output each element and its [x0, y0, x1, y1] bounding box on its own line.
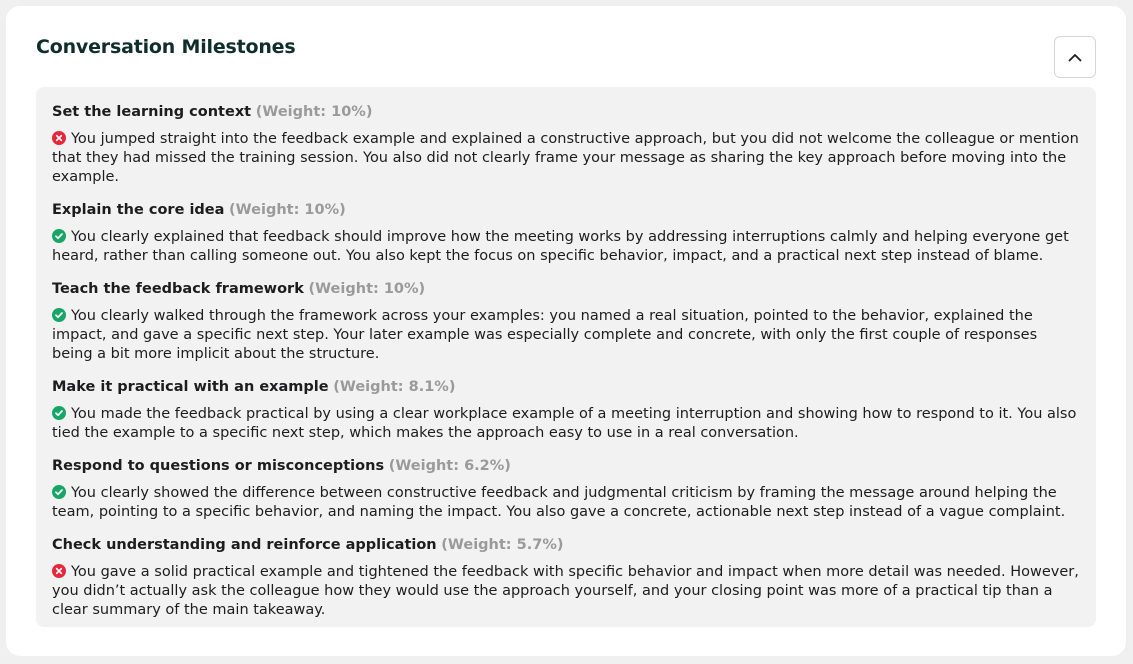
milestone-feedback: You clearly showed the difference between constructive feedback and judgmental criticism by framing the message around helping the team, pointing to a specific behavior, and naming the impact. You also gave a concrete, actionable next step instead of a vague complaint. [52, 485, 1066, 520]
x-circle-icon [52, 564, 66, 578]
check-circle-icon [52, 485, 66, 499]
milestone-weight: (Weight: 5.7%) [441, 537, 564, 553]
milestone-name: Check understanding and reinforce application [52, 537, 437, 553]
milestone-feedback: You clearly explained that feedback should improve how the meeting works by addressing interruptions calmly and helping everyone get heard, rather than calling someone out. You also kept the focus on specific behavior, impact, and a practical next step instead of blame. [52, 229, 1069, 264]
chevron-up-icon [1068, 53, 1082, 62]
milestones-card [6, 6, 1126, 656]
milestone-name: Respond to questions or misconceptions [52, 458, 385, 474]
check-circle-icon [52, 308, 66, 322]
milestone-item [52, 201, 1080, 266]
milestone-feedback: You made the feedback practical by using a clear workplace example of a meeting interruption and showing how to respond to it. You also tied the example to a specific next step, which makes the approach easy to use in a real conversation. [52, 406, 1077, 441]
check-circle-icon [52, 406, 66, 420]
card-title: Conversation Milestones [36, 36, 296, 58]
milestone-weight: (Weight: 6.2%) [388, 458, 511, 474]
milestone-item [52, 536, 1080, 620]
milestone-item [52, 103, 1080, 187]
milestone-name: Make it practical with an example [52, 379, 329, 395]
milestone-item [52, 457, 1080, 522]
milestone-name: Set the learning context [52, 104, 252, 120]
milestone-name: Teach the feedback framework [52, 281, 304, 297]
milestones-panel [36, 87, 1096, 627]
milestone-weight: (Weight: 8.1%) [333, 379, 456, 395]
check-circle-icon [52, 229, 66, 243]
milestone-feedback: You jumped straight into the feedback example and explained a constructive approach, but you did not welcome the colleague or mention that they had missed the training session. You also did not clearly frame your message as sharing the key approach before moving into the example. [52, 131, 1079, 185]
milestone-name: Explain the core idea [52, 202, 225, 218]
milestone-item [52, 280, 1080, 364]
milestone-weight: (Weight: 10%) [229, 202, 346, 218]
milestone-item [52, 378, 1080, 443]
x-circle-icon [52, 131, 66, 145]
milestone-feedback: You clearly walked through the framework across your examples: you named a real situation, pointed to the behavior, explained the impact, and gave a specific next step. Your later example was especially complete and concrete, with only the first couple of responses being a bit more implicit about the structure. [52, 308, 1038, 362]
collapse-button[interactable] [1054, 36, 1096, 78]
milestone-weight: (Weight: 10%) [255, 104, 373, 120]
milestone-weight: (Weight: 10%) [308, 281, 426, 297]
milestone-feedback: You gave a solid practical example and tightened the feedback with specific behavior and impact when more detail was needed. However, you didn’t actually ask the colleague how they would use the approach yourself, and your closing point was more of a practical tip than a clear summary of the main takeaway. [52, 564, 1079, 618]
